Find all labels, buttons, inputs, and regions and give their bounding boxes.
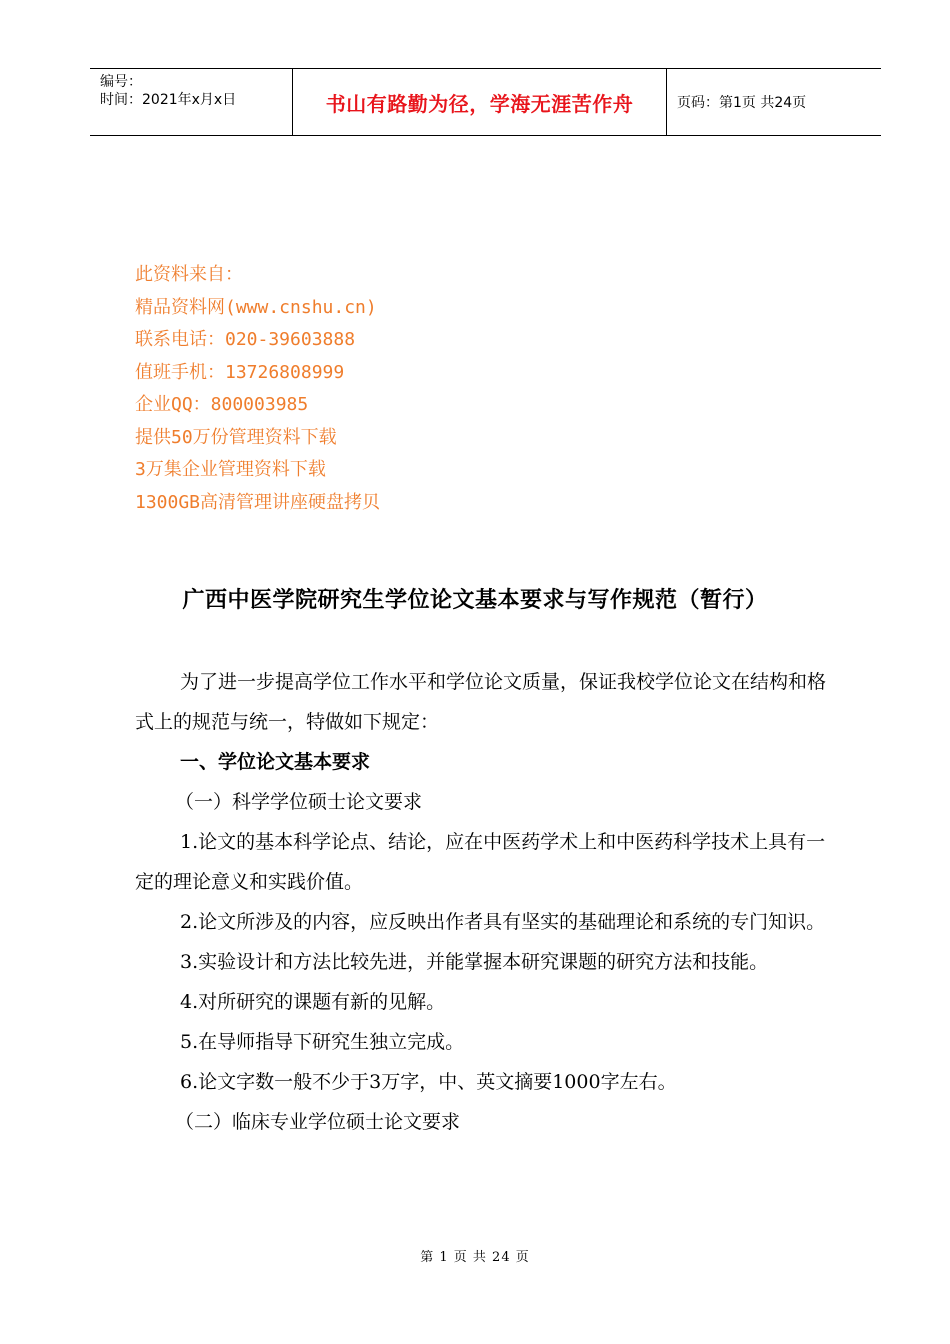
ad-line: 3万集企业管理资料下载 [135, 459, 326, 480]
ad-line: 提供50万份管理资料下载 [135, 426, 337, 448]
list-item: 6.论文字数一般不少于3万字，中、英文摘要1000字左右。 [180, 1071, 677, 1093]
intro-paragraph: 为了进一步提高学位工作水平和学位论文质量，保证我校学位论文在结构和格式上的规范与统一，特做如下规定： [135, 671, 827, 733]
document-number-label: 编号： [100, 74, 142, 90]
ad-line: 此资料来自： [135, 264, 243, 285]
subsection-heading: （一）科学学位硕士论文要求 [175, 791, 423, 813]
ad-line: 联系电话：020-39603888 [135, 329, 356, 350]
list-item: 3.实验设计和方法比较先进，并能掌握本研究课题的研究方法和技能。 [180, 951, 769, 973]
document-title: 广西中医学院研究生学位论文基本要求与写作规范（暂行） [182, 588, 768, 613]
ad-line: 企业QQ：800003985 [135, 394, 309, 415]
ad-line: 值班手机：13726808999 [135, 361, 345, 383]
document-body [135, 662, 835, 1142]
source-advertisement [135, 259, 380, 519]
section-heading: 一、学位论文基本要求 [180, 751, 371, 773]
page-header [90, 68, 881, 136]
list-item: 4.对所研究的课题有新的见解。 [180, 991, 446, 1013]
page-footer: 第 1 页 共 24 页 [420, 1250, 530, 1265]
header-meta [90, 69, 293, 135]
header-page-info: 页码：第1页 共24页 [677, 95, 807, 111]
list-item: 1.论文的基本科学论点、结论，应在中医药学术上和中医药科学技术上具有一定的理论意义和实践价值。 [135, 831, 826, 893]
ad-line: 1300GB高清管理讲座硬盘拷贝 [135, 491, 381, 513]
list-item: 2.论文所涉及的内容，应反映出作者具有坚实的基础理论和系统的专门知识。 [180, 911, 826, 933]
header-motto: 书山有路勤为径，学海无涯苦作舟 [293, 69, 667, 135]
subsection-heading: （二）临床专业学位硕士论文要求 [175, 1111, 461, 1133]
ad-line: 精品资料网(www.cnshu.cn) [135, 296, 377, 318]
document-time-label: 时间：2021年x月x日 [100, 92, 237, 108]
list-item: 5.在导师指导下研究生独立完成。 [180, 1031, 465, 1053]
